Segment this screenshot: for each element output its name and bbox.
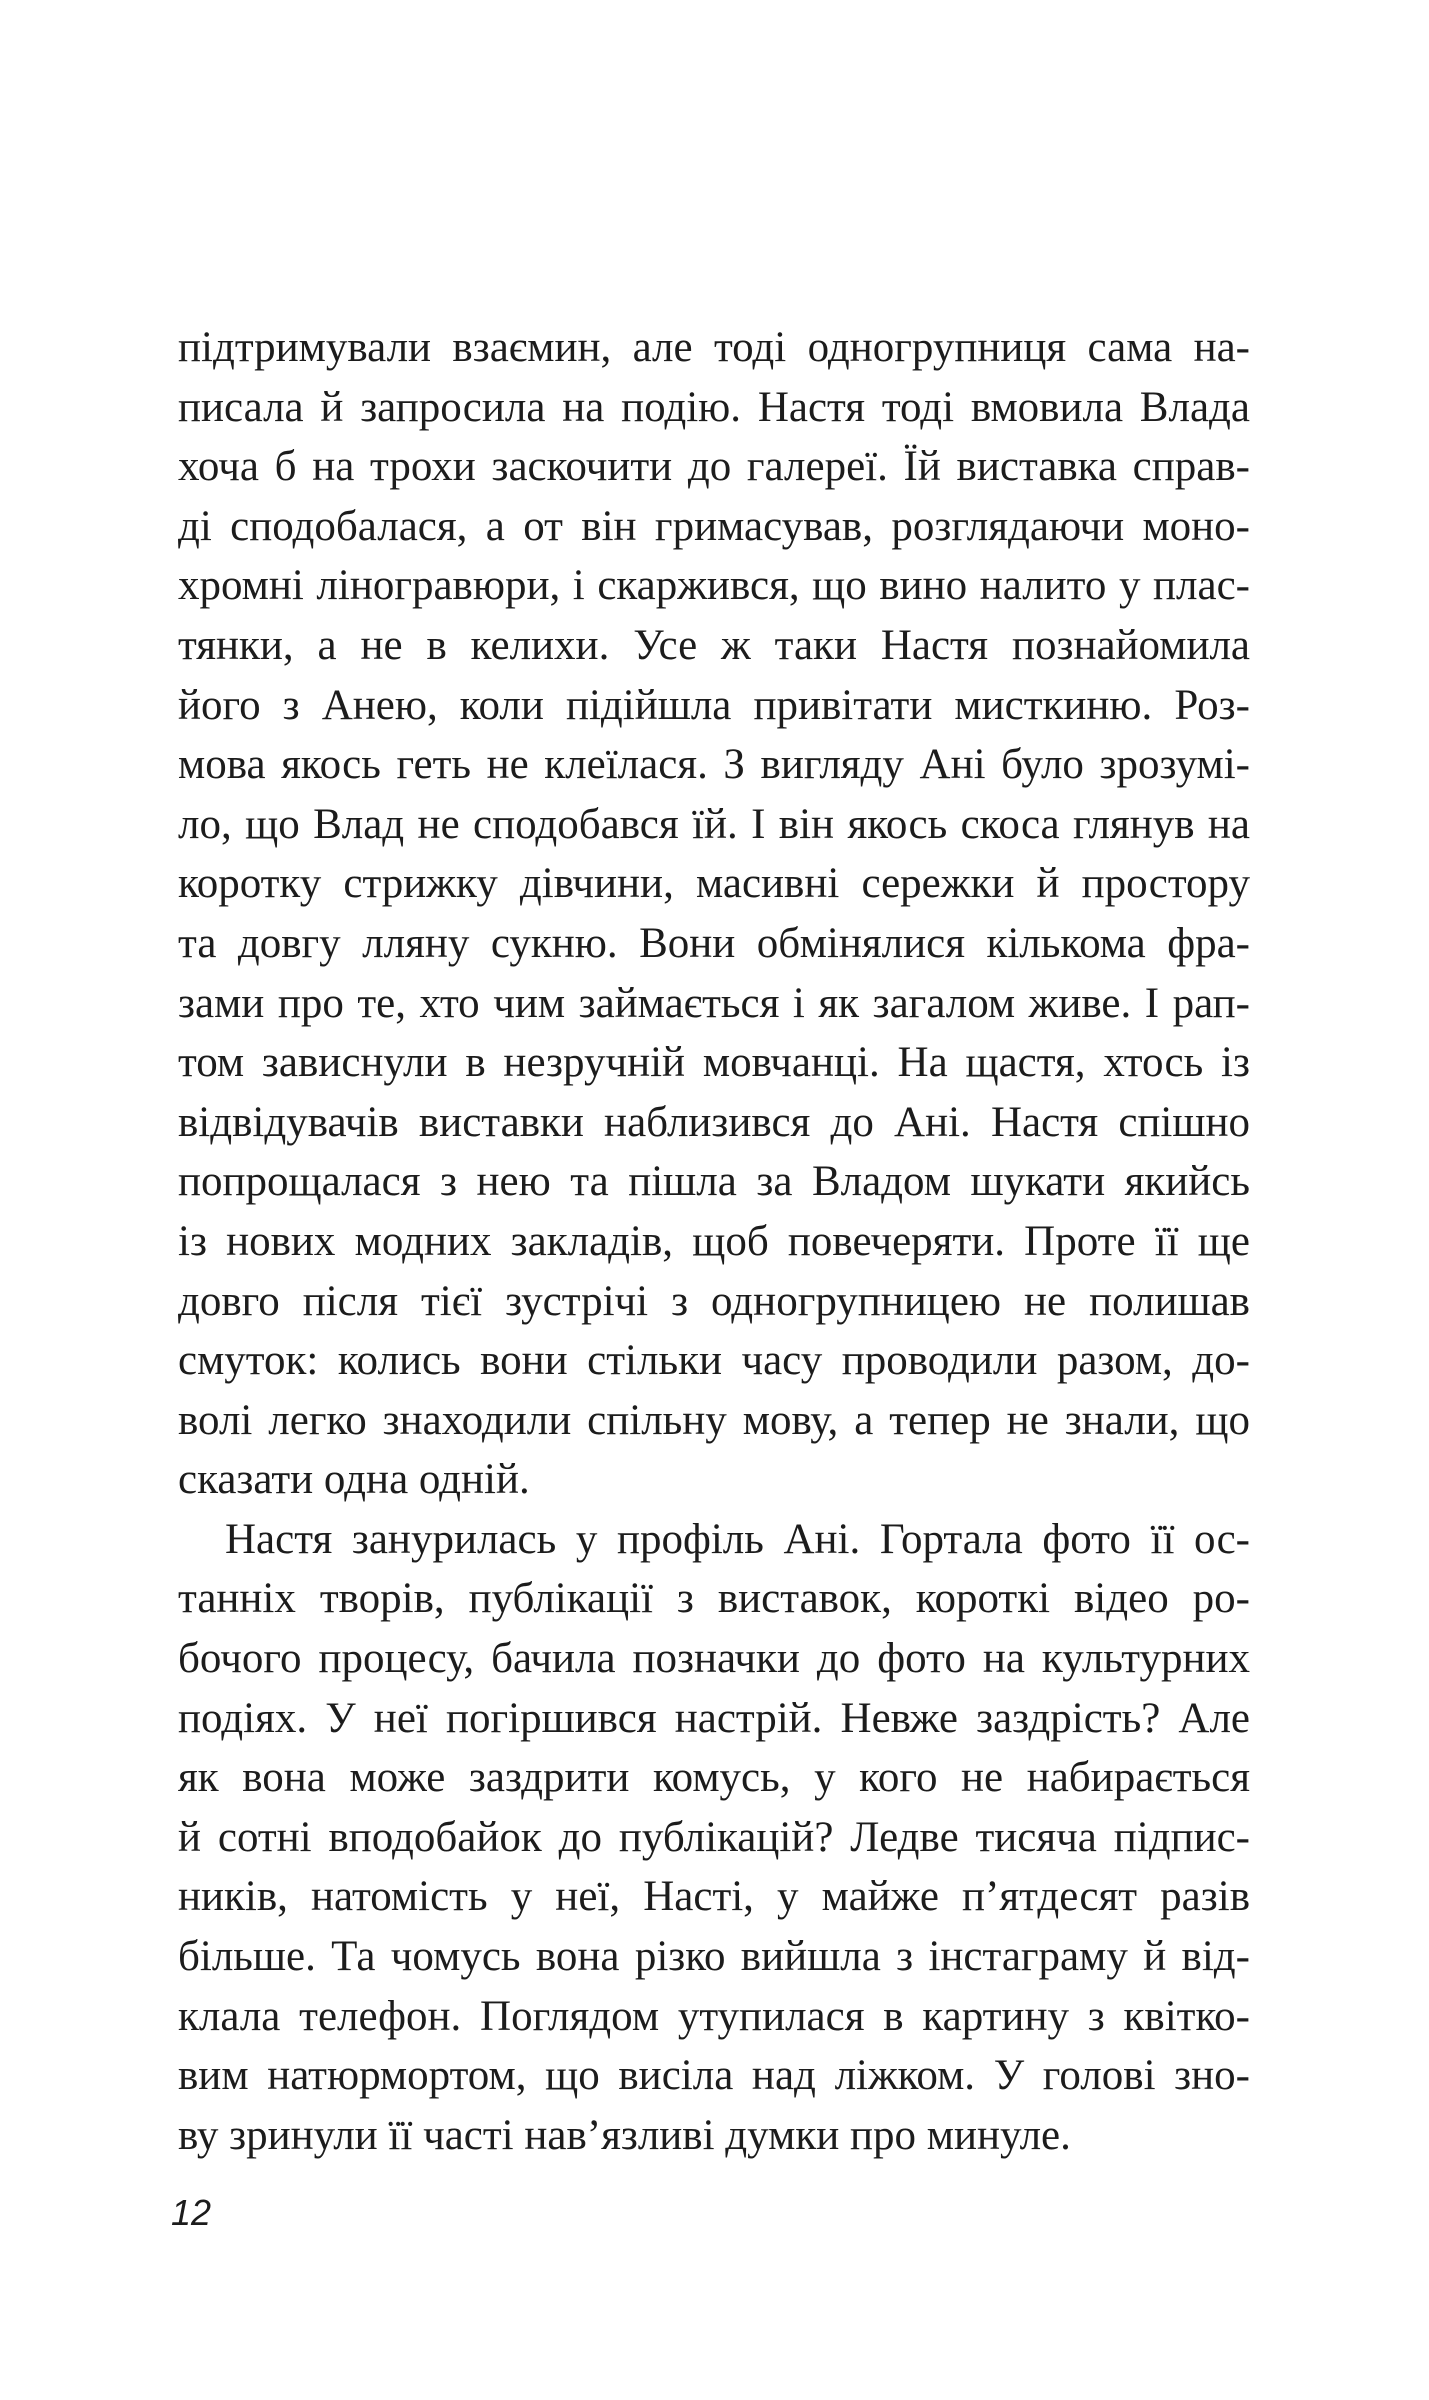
paragraph-1-line: писала й запросила на подію. Настя тоді вмовила Влада (178, 383, 1250, 431)
paragraph-1-line: його з Анею, коли підійшла привітати мисткиню. Роз- (178, 681, 1250, 729)
paragraph-2-line: й сотні вподобайок до публікацій? Ледве тисяча підпис- (178, 1813, 1250, 1861)
body-text (178, 318, 1250, 2165)
paragraph-2-line: клала телефон. Поглядом утупилася в картину з квітко- (178, 1992, 1250, 2040)
paragraph-2-line: вим натюрмортом, що висіла над ліжком. У голові зно- (178, 2052, 1250, 2100)
paragraph-1-line: волі легко знаходили спільну мову, а тепер не знали, що (178, 1396, 1250, 1444)
paragraph-1-line: ло, що Влад не сподобався їй. І він якось скоса глянув на (178, 800, 1250, 848)
paragraph-1-last-line: сказати одна одній. (178, 1456, 530, 1504)
paragraph-1-line: попрощалася з нею та пішла за Владом шукати якийсь (178, 1158, 1250, 1206)
paragraph-1-line: відвідувачів виставки наблизився до Ані. Настя спішно (178, 1098, 1250, 1146)
paragraph-2-first-line: Настя занурилась у профіль Ані. Гортала фото її ос- (225, 1515, 1250, 1563)
paragraph-1-line: мова якось геть не клеїлася. З вигляду Ані було зрозумі- (178, 741, 1250, 789)
paragraph-2-line: як вона може заздрити комусь, у кого не набирається (178, 1754, 1250, 1802)
paragraph-1-line: із нових модних закладів, щоб повечеряти. Проте її ще (178, 1217, 1250, 1265)
paragraph-1-line: підтримували взаємин, але тоді одногрупниця сама на- (178, 324, 1250, 371)
paragraph-1-line: хромні ліногравюри, і скаржився, що вино налито у плас- (178, 562, 1250, 610)
page-number: 12 (171, 2192, 212, 2233)
paragraph-1-line: смуток: колись вони стільки часу проводили разом, до- (178, 1337, 1250, 1385)
paragraph-2-line: більше. Та чомусь вона різко вийшла з інстаграму й від- (178, 1933, 1250, 1981)
paragraph-1-line: коротку стрижку дівчини, масивні сережки й простору (178, 860, 1250, 908)
paragraph-1-line: ді сподобалася, а от він гримасував, розглядаючи моно- (178, 502, 1250, 550)
paragraph-2-line: ників, натомість у неї, Насті, у майже п’ятдесят разів (178, 1873, 1250, 1921)
paragraph-1-line: зами про те, хто чим займається і як загалом живе. І рап- (178, 979, 1250, 1027)
paragraph-2-last-line: ву зринули її часті нав’язливі думки про минуле. (178, 2111, 1071, 2159)
paragraph-2-line: бочого процесу, бачила позначки до фото на культурних (178, 1635, 1250, 1683)
paragraph-2-line: подіях. У неї погіршився настрій. Невже заздрість? Але (178, 1694, 1250, 1742)
paragraph-1-line: та довгу лляну сукню. Вони обмінялися кількома фра- (178, 919, 1250, 967)
paragraph-1-line: хоча б на трохи заскочити до галереї. Їй виставка справ- (178, 443, 1250, 491)
paragraph-1-line: довго після тієї зустрічі з одногрупницею не полишав (178, 1277, 1250, 1325)
paragraph-2-line: танніх творів, публікації з виставок, короткі відео ро- (178, 1575, 1250, 1623)
paragraph-1-line: том зависнули в незручній мовчанці. На щастя, хтось із (178, 1039, 1250, 1087)
paragraph-1-line: тянки, а не в келихи. Усе ж таки Настя познайомила (178, 621, 1250, 669)
